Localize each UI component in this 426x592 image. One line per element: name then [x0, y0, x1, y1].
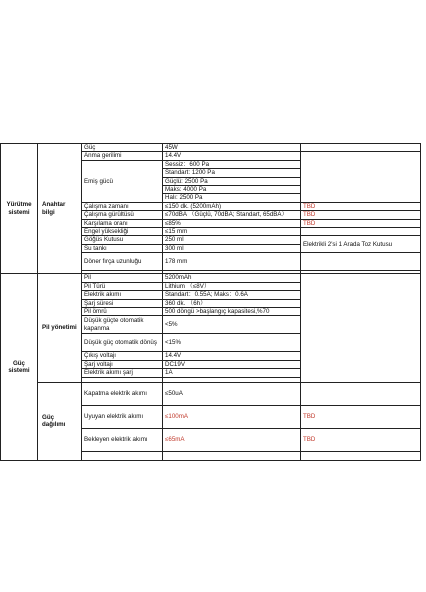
row-note: TBD: [301, 219, 421, 227]
row-value: Sessiz：600 Pa: [163, 160, 301, 168]
row-label: Güç: [82, 144, 163, 152]
row-note-combo: Elektrikli 2'si 1 Arada Toz Kutusu: [301, 236, 421, 253]
row-value: Lithium （≤8V）: [163, 282, 301, 290]
row-label: Kapatma elektrik akımı: [82, 382, 163, 405]
row-note: [301, 253, 421, 271]
row-value: 500 döngü >başlangıç kapasitesi,%70: [163, 307, 301, 315]
row-value: ≤70dBA （Güçlü, 70dBA; Standart, 65dBA）: [163, 211, 301, 219]
row-label: Pil: [82, 274, 163, 282]
row-label: Elektrik akımı: [82, 291, 163, 299]
row-value: <5%: [163, 316, 301, 334]
row-label: Düşük güçte otomatik kapanma: [82, 316, 163, 334]
row-label: Şarj voltajı: [82, 360, 163, 368]
row-value: 14.4V: [163, 152, 301, 160]
row-label: Karşılama oranı: [82, 219, 163, 227]
row-value: 14.4V: [163, 352, 301, 360]
row-label: Şarj süresi: [82, 299, 163, 307]
row-value: Standart: 1200 Pa: [163, 169, 301, 177]
row-label: Anma gerilimi: [82, 152, 163, 160]
row-value: 178 mm: [163, 253, 301, 271]
row-label: Göğüs Kutusu: [82, 236, 163, 244]
row-label: Pil ömrü: [82, 307, 163, 315]
row-label: Çalışma gürültüsü: [82, 211, 163, 219]
row-label: Çıkış voltajı: [82, 352, 163, 360]
row-value: ≤15 mm: [163, 228, 301, 236]
row-label: Emiş gücü: [82, 160, 163, 202]
row-label: Döner fırça uzunluğu: [82, 253, 163, 271]
row-value: ≤100mA: [163, 405, 301, 428]
row-value: 45W: [163, 144, 301, 152]
row-value: Güçlü: 2500 Pa: [163, 177, 301, 185]
group-distribution: Güç dağılımı: [38, 382, 82, 460]
spec-table: [0, 143, 421, 461]
row-label: Düşük güç otomatik dönüş: [82, 334, 163, 352]
row-label: Engel yüksekliği: [82, 228, 163, 236]
row-note: TBD: [301, 428, 421, 451]
row-value: 1A: [163, 369, 301, 377]
row-value: ≤85%: [163, 219, 301, 227]
row-value: <15%: [163, 334, 301, 352]
row-note: [301, 144, 421, 152]
row-note: [301, 382, 421, 405]
group-key-info: Anahtar bilgi: [38, 144, 82, 274]
row-value: ≤50uA: [163, 382, 301, 405]
row-note: [301, 274, 421, 382]
row-value: Standart：0.55A; Maks：0.6A: [163, 291, 301, 299]
row-value: DC19V: [163, 360, 301, 368]
row-value: ≤65mA: [163, 428, 301, 451]
row-value: Halı: 2500 Pa: [163, 194, 301, 202]
row-note: [301, 228, 421, 236]
row-note: TBD: [301, 405, 421, 428]
row-value: 360 dk. （6h）: [163, 299, 301, 307]
row-label: Çalışma zamanı: [82, 202, 163, 210]
section-power: Güç sistemi: [1, 274, 38, 460]
row-note: [301, 152, 421, 202]
row-note: TBD: [301, 211, 421, 219]
row-value: 300 ml: [163, 244, 301, 252]
row-label: Elektrik akımı şarj: [82, 369, 163, 377]
group-battery: Pil yönetimi: [38, 274, 82, 382]
row-label: Bekleyen elektrik akımı: [82, 428, 163, 451]
row-note: TBD: [301, 202, 421, 210]
row-value: 250 ml: [163, 236, 301, 244]
row-value: Maks: 4000 Pa: [163, 186, 301, 194]
section-execution: Yürütme sistemi: [1, 144, 38, 274]
row-label: Pil Türü: [82, 282, 163, 290]
row-label: Su tankı: [82, 244, 163, 252]
row-value: 5200mAh: [163, 274, 301, 282]
row-label: Uyuyan elektrik akımı: [82, 405, 163, 428]
row-value: ≤150 dk. (5200mAh): [163, 202, 301, 210]
